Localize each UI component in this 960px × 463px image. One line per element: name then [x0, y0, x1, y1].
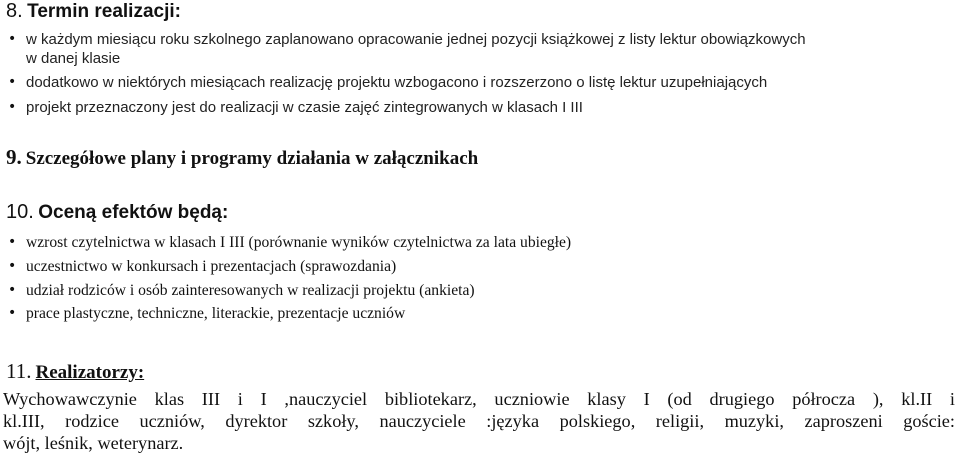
paragraph-line: wójt, leśnik, weterynarz. [3, 433, 184, 453]
section-10-heading [6, 201, 228, 224]
bullet-icon: • [8, 282, 17, 298]
section-11-heading [6, 359, 144, 384]
section-8-heading [6, 0, 181, 23]
list-item-text: w danej klasie [26, 50, 121, 67]
bullet-icon: • [8, 305, 17, 321]
list-item-text: w każdym miesiącu roku szkolnego zaplanowano opracowanie jednej pozycji książkowej z listy lektur obowiązkowych [26, 31, 806, 48]
list-item-text: projekt przeznaczony jest do realizacji w czasie zajęć zintegrowanych w klasach I III [26, 99, 583, 116]
list-item-text: wzrost czytelnictwa w klasach I III (porównanie wyników czytelnictwa za lata ubiegłe) [26, 234, 572, 251]
section-8-number: 8. [6, 0, 23, 22]
section-10-title: Oceną efektów będą: [38, 202, 229, 223]
bullet-icon: • [8, 234, 17, 250]
list-item-text: udział rodziców i osób zainteresowanych w realizacji projektu (ankieta) [26, 282, 475, 299]
section-10-number: 10. [6, 201, 34, 223]
section-11-title: Realizatorzy: [35, 362, 145, 383]
section-9-number: 9. [6, 145, 22, 169]
bullet-icon: • [8, 31, 17, 47]
list-item-text: prace plastyczne, techniczne, literackie, prezentacje uczniów [26, 305, 406, 322]
section-8-title: Termin realizacji: [27, 1, 181, 22]
section-9-heading [6, 145, 478, 170]
bullet-icon: • [8, 99, 17, 115]
paragraph-line: Wychowawczynie klas III i I ,nauczyciel bibliotekarz, uczniowie klasy I (od drugiego półrocza ), kl.II i [3, 389, 955, 409]
paragraph-line: kl.III, rodzice uczniów, dyrektor szkoły, nauczyciele :języka polskiego, religii, muzyki, zaproszeni goście: [3, 411, 955, 431]
bullet-icon: • [8, 258, 17, 274]
bullet-icon: • [8, 74, 17, 90]
list-item-text: dodatkowo w niektórych miesiącach realizację projektu wzbogacono i rozszerzono o listę lektur uzupełniających [26, 74, 768, 91]
list-item-text: uczestnictwo w konkursach i prezentacjach (sprawozdania) [26, 258, 397, 275]
section-11-number: 11. [6, 359, 32, 383]
section-9-title: Szczegółowe plany i programy działania w załącznikach [25, 148, 479, 169]
realizatorzy-paragraph [3, 388, 955, 454]
